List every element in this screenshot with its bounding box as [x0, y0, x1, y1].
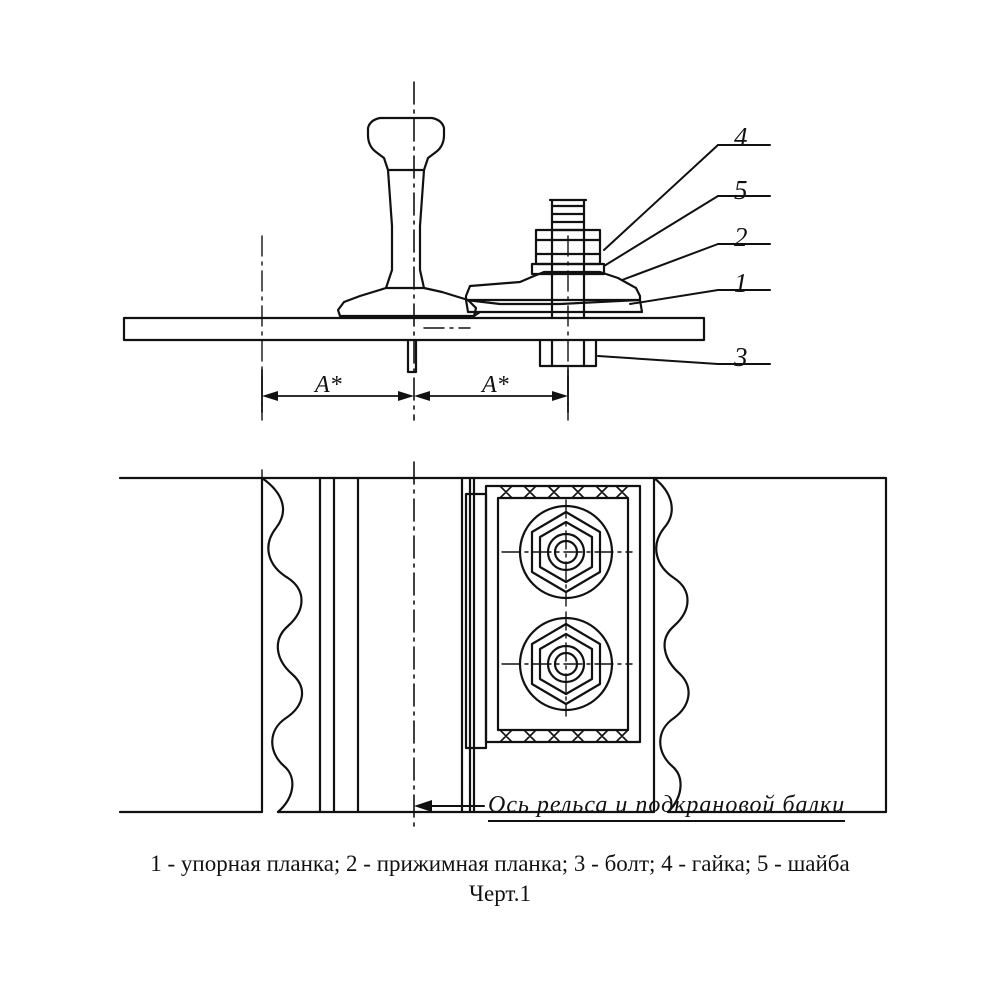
rail-head [368, 118, 444, 170]
beam-plan-break-left [262, 478, 302, 812]
beam-plan-left-body [120, 478, 262, 812]
leader-2 [622, 244, 718, 280]
callout-label-1: 1 [734, 268, 748, 298]
callout-label-2: 2 [734, 222, 748, 252]
callout-label-5: 5 [734, 175, 748, 205]
callout-label-4: 4 [734, 122, 748, 152]
leader-5 [604, 196, 718, 266]
leader-3 [598, 356, 718, 364]
bolt-thread [552, 206, 584, 230]
leader-4 [604, 145, 718, 250]
axis-note-arrow [414, 800, 432, 812]
dimension-line-group [262, 370, 568, 412]
dimension-label-left: A* [315, 372, 342, 398]
leader-1 [630, 290, 718, 304]
beam-plan-break-right [654, 478, 689, 812]
rail-foot [338, 288, 476, 316]
figure-legend: 1 - упорная планка; 2 - прижимная планка; 3 - болт; 4 - гайка; 5 - шайба [150, 851, 850, 876]
rail-web [386, 170, 424, 288]
bolt-plan-centerlines [470, 500, 632, 800]
beam-plan-right-body [654, 478, 886, 812]
dimension-label-right: A* [482, 372, 509, 398]
callout-label-3: 3 [734, 342, 748, 372]
figure-number: Черт.1 [469, 881, 531, 906]
axis-note-label: Ось рельса и подкрановой балки [488, 792, 845, 822]
